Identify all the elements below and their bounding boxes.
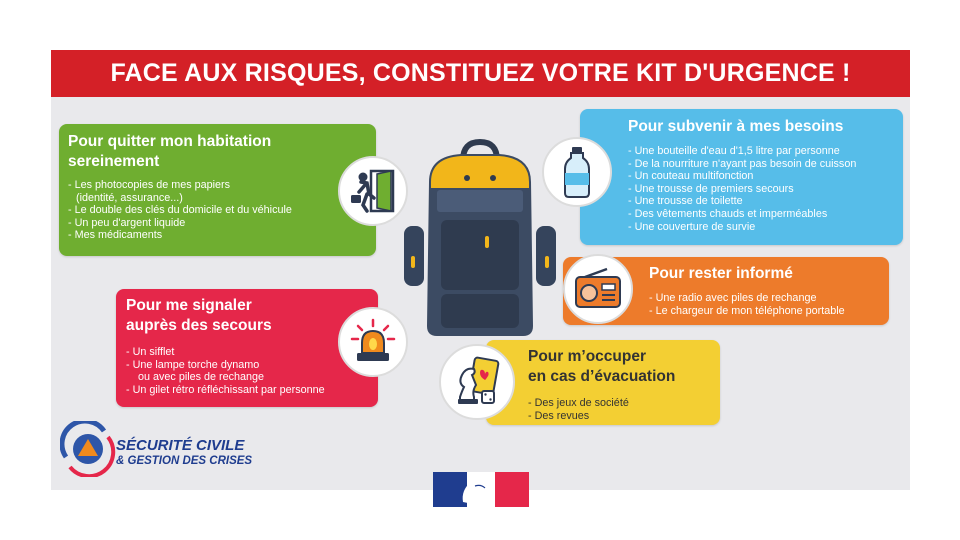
card-title-line2: en cas d’évacuation [528, 368, 676, 385]
list-item: - Une trousse de premiers secours [628, 182, 794, 195]
list-item: ou avec piles de rechange [138, 371, 265, 384]
list-item: - Une couverture de survie [628, 220, 756, 233]
card-title-line1: Pour quitter mon habitation [68, 133, 272, 150]
item-list [68, 179, 292, 242]
list-item: - Une radio avec piles de rechange [649, 292, 817, 304]
card-title-line1: Pour m’occuper [528, 348, 646, 365]
page-title: FACE AUX RISQUES, CONSTITUEZ VOTRE KIT D'URGENCE ! [51, 50, 910, 97]
list-item: - Un peu d'argent liquide [68, 216, 186, 229]
item-list [649, 292, 845, 317]
list-item: - De la nourriture n'ayant pas besoin de cuisson [628, 157, 857, 170]
card-title-line2: sereinement [68, 153, 160, 170]
card-title: Pour subvenir à mes besoins [628, 118, 844, 135]
water-bottle-icon [542, 137, 612, 207]
card-title-line2: auprès des secours [126, 317, 272, 334]
securite-civile-logo-icon [60, 421, 116, 482]
chess-cards-icon [439, 344, 515, 420]
backpack-icon [401, 138, 559, 340]
organisation-name [116, 438, 252, 468]
list-item: - Les photocopies de mes papiers [68, 179, 231, 191]
card-title-line1: Pour me signaler [126, 297, 252, 314]
list-item: (identité, assurance...) [76, 191, 183, 204]
list-item: - Une trousse de toilette [628, 195, 743, 208]
list-item: - Des jeux de société [528, 397, 629, 409]
card-quitter-habitation [59, 124, 376, 256]
list-item: - Le chargeur de mon téléphone portable [649, 304, 845, 317]
logo-line1: SÉCURITÉ CIVILE [116, 437, 245, 454]
republique-francaise-flag-icon [433, 472, 529, 507]
list-item: - Des revues [528, 409, 590, 422]
list-item: - Des vêtements chauds et imperméables [628, 207, 828, 220]
logo-line2: & GESTION DES CRISES [116, 455, 253, 467]
list-item: - Un couteau multifonction [628, 170, 754, 183]
card-occuper-evacuation [486, 340, 720, 425]
list-item: - Un gilet rétro réfléchissant par personne [126, 383, 325, 396]
item-list [528, 397, 675, 422]
radio-icon [563, 254, 633, 324]
exit-door-icon [338, 156, 408, 226]
beacon-light-icon [338, 307, 408, 377]
list-item: - Un sifflet [126, 346, 175, 358]
list-item: - Mes médicaments [68, 229, 163, 242]
list-item: - Une lampe torche dynamo [126, 358, 260, 371]
item-list [126, 346, 325, 396]
list-item: - Une bouteille d'eau d'1,5 litre par personne [628, 145, 840, 157]
item-list [628, 145, 856, 233]
list-item: - Le double des clés du domicile et du véhicule [68, 204, 292, 217]
card-subvenir-besoins [580, 109, 903, 245]
card-title: Pour rester informé [649, 265, 793, 282]
